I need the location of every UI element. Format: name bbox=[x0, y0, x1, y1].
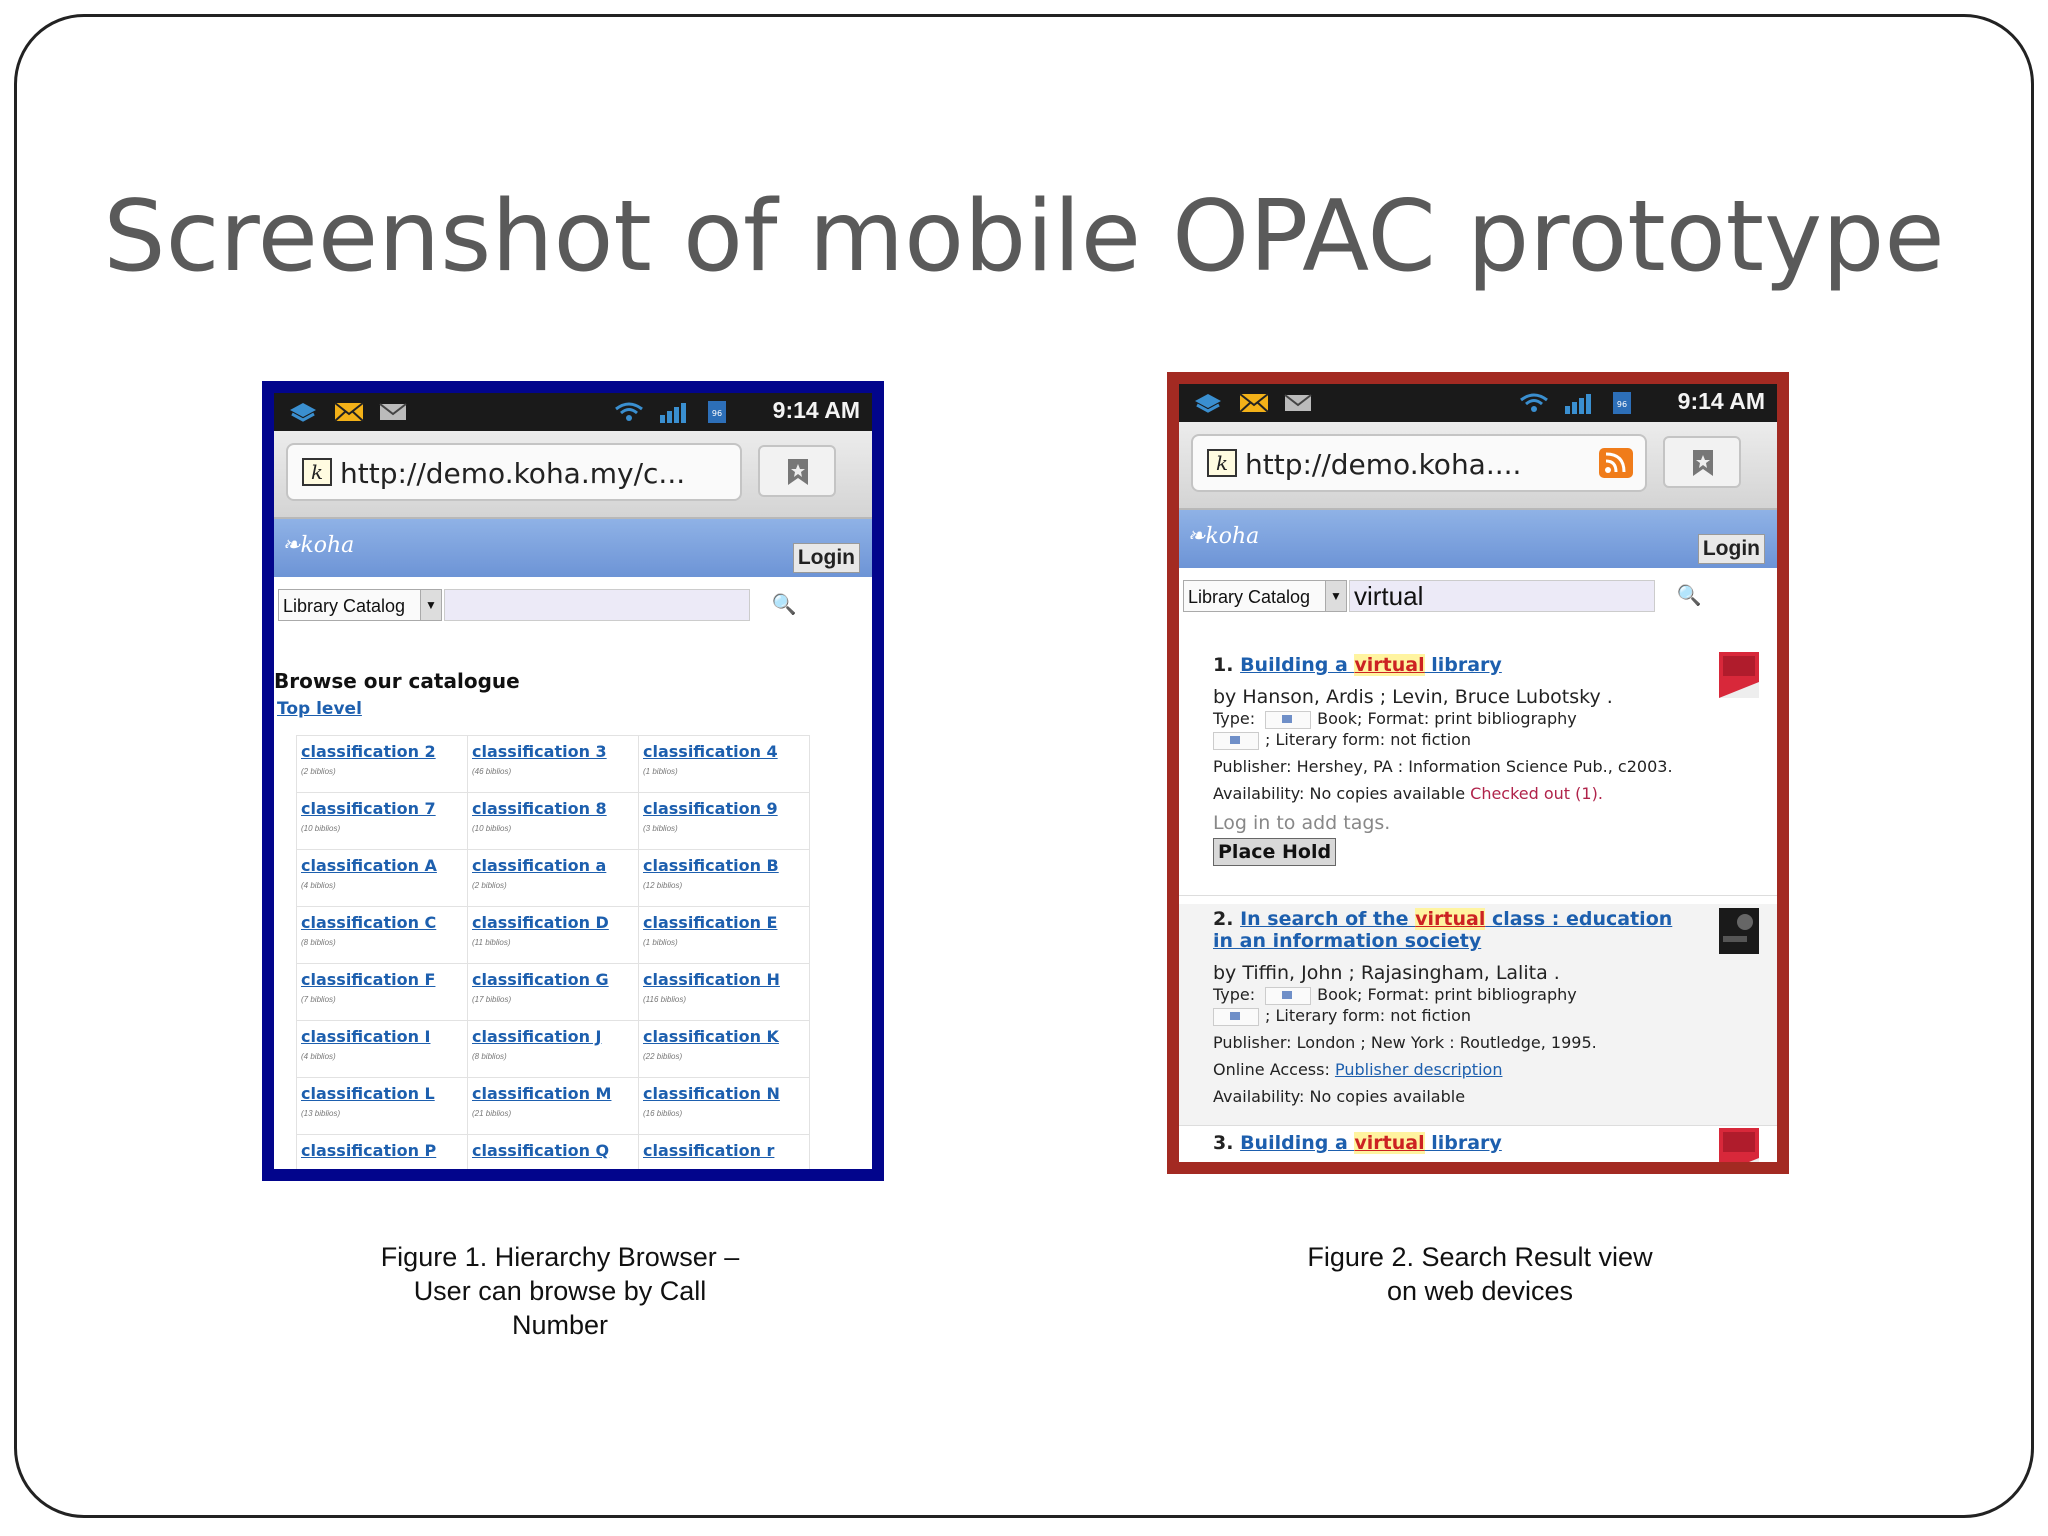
koha-logo: ❧koha bbox=[1187, 524, 1260, 549]
bookmark-star-icon bbox=[786, 459, 810, 485]
format-icon bbox=[1213, 1008, 1259, 1026]
format-icon bbox=[1213, 732, 1259, 750]
result-title[interactable]: 3. Building a virtual library bbox=[1213, 1132, 1502, 1154]
caption-line: Number bbox=[511, 1310, 609, 1340]
classification-cell bbox=[639, 793, 810, 850]
classification-link[interactable]: classification 2 bbox=[301, 742, 436, 761]
classification-link[interactable]: classification N bbox=[643, 1084, 780, 1103]
classification-link[interactable]: classification C bbox=[301, 913, 437, 932]
biblio-count: (11 biblios) bbox=[472, 938, 511, 947]
classification-link[interactable]: classification E bbox=[643, 913, 778, 932]
classification-link[interactable]: classification 3 bbox=[472, 742, 607, 761]
classification-link[interactable]: classification B bbox=[643, 856, 779, 875]
classification-cell bbox=[297, 1021, 468, 1078]
wifi-icon bbox=[1519, 392, 1549, 414]
search-icon[interactable]: 🔍 bbox=[771, 594, 797, 616]
result-publisher: Publisher: Hershey, PA : Information Science Pub., c2003. bbox=[1213, 757, 1673, 776]
chevron-down-icon: ▼ bbox=[1325, 581, 1346, 611]
gmail-icon bbox=[1283, 392, 1313, 414]
caption-line: Figure 2. Search Result view bbox=[1307, 1242, 1653, 1272]
classification-link[interactable]: classification L bbox=[301, 1084, 435, 1103]
koha-favicon-icon: k bbox=[1207, 449, 1237, 477]
battery-icon bbox=[1607, 392, 1637, 414]
classification-link[interactable]: classification Q bbox=[472, 1141, 610, 1160]
biblio-count: (12 biblios) bbox=[643, 881, 683, 890]
address-field[interactable] bbox=[286, 443, 742, 501]
result-availability: Availability: No copies available Checked out (1). bbox=[1213, 784, 1603, 803]
biblio-count: (7 biblios) bbox=[301, 995, 336, 1004]
rss-icon[interactable] bbox=[1599, 448, 1633, 478]
result-online-access: Online Access: Publisher description bbox=[1213, 1060, 1503, 1079]
classification-cell bbox=[639, 1021, 810, 1078]
biblio-count: (17 biblios) bbox=[472, 995, 512, 1004]
classification-cell bbox=[468, 793, 639, 850]
biblio-count: (10 biblios) bbox=[472, 824, 512, 833]
classification-cell bbox=[639, 850, 810, 907]
classification-row bbox=[297, 1135, 810, 1182]
search-row bbox=[1179, 568, 1777, 628]
search-row bbox=[274, 577, 872, 637]
classification-link[interactable]: classification 4 bbox=[643, 742, 778, 761]
book-type-icon bbox=[1265, 987, 1311, 1005]
result-availability: Availability: No copies available bbox=[1213, 1087, 1466, 1106]
catalog-select[interactable]: Library Catalog ▼ bbox=[1183, 580, 1347, 612]
biblio-count: (1 biblios) bbox=[643, 767, 678, 776]
classification-cell bbox=[468, 1078, 639, 1135]
biblio-count: (22 biblios) bbox=[643, 1052, 683, 1061]
url-text: http://demo.koha.... bbox=[1245, 448, 1522, 481]
classification-link[interactable]: classification I bbox=[301, 1027, 431, 1046]
classification-row bbox=[297, 907, 810, 964]
classification-cell bbox=[468, 1135, 639, 1182]
place-hold-button[interactable]: Place Hold bbox=[1213, 838, 1336, 866]
classification-link[interactable]: classification P bbox=[301, 1141, 437, 1160]
battery-icon bbox=[702, 401, 732, 423]
result-literary: ; Literary form: not fiction bbox=[1213, 1005, 1777, 1026]
biblio-count: (10 biblios) bbox=[301, 824, 341, 833]
classification-row bbox=[297, 1078, 810, 1135]
catalog-select[interactable]: Library Catalog ▼ bbox=[278, 589, 442, 621]
result-author: by Hanson, Ardis ; Levin, Bruce Lubotsky . bbox=[1213, 1162, 1613, 1174]
caption-line: User can browse by Call bbox=[413, 1276, 707, 1306]
bookmark-star-icon bbox=[1691, 450, 1715, 476]
book-cover-thumbnail bbox=[1719, 1128, 1759, 1174]
classification-grid bbox=[296, 735, 810, 1181]
browser-url-bar bbox=[1179, 422, 1777, 510]
classification-cell bbox=[468, 907, 639, 964]
classification-cell bbox=[297, 907, 468, 964]
koha-favicon-icon: k bbox=[302, 458, 332, 486]
browse-heading: Browse our catalogue bbox=[274, 669, 520, 693]
classification-cell bbox=[639, 964, 810, 1021]
classification-link[interactable]: classification D bbox=[472, 913, 609, 932]
biblio-count: (2 biblios) bbox=[472, 881, 507, 890]
figure-1-caption bbox=[340, 1240, 780, 1342]
classification-link[interactable]: classification r bbox=[643, 1141, 775, 1160]
result-type: Type: Book; Format: print bibliography bbox=[1213, 709, 1577, 728]
biblio-count: (21 biblios) bbox=[472, 1109, 512, 1118]
classification-link[interactable]: classification K bbox=[643, 1027, 779, 1046]
classification-link[interactable]: classification G bbox=[472, 970, 609, 989]
biblio-count: (13 biblios) bbox=[301, 1109, 341, 1118]
chevron-down-icon: ▼ bbox=[420, 590, 441, 620]
book-type-icon bbox=[1265, 711, 1311, 729]
classification-cell bbox=[639, 1135, 810, 1182]
classification-cell bbox=[297, 1135, 468, 1182]
biblio-count: (46 biblios) bbox=[472, 767, 512, 776]
status-time: 9:14 AM bbox=[1677, 388, 1765, 414]
signal-icon bbox=[658, 401, 688, 423]
login-to-tag-link[interactable]: Log in to add tags. bbox=[1213, 812, 1391, 834]
book-cover-thumbnail bbox=[1719, 652, 1759, 698]
classification-cell bbox=[639, 907, 810, 964]
figure-2-caption bbox=[1240, 1240, 1720, 1308]
classification-link[interactable]: classification A bbox=[301, 856, 437, 875]
result-title[interactable]: 2. In search of the virtual class : education in an information society bbox=[1213, 908, 1673, 952]
biblio-count: (2 biblios) bbox=[301, 767, 336, 776]
koha-header bbox=[274, 519, 872, 577]
gmail-icon bbox=[378, 401, 408, 423]
book-cover-thumbnail bbox=[1719, 908, 1759, 954]
address-field[interactable] bbox=[1191, 434, 1647, 492]
classification-link[interactable]: classification J bbox=[472, 1027, 602, 1046]
koha-logo: ❧koha bbox=[282, 533, 355, 558]
phone-screenshot-search-results bbox=[1167, 372, 1789, 1174]
biblio-count: (3 biblios) bbox=[643, 824, 678, 833]
classification-cell bbox=[297, 1078, 468, 1135]
login-button[interactable]: Login bbox=[793, 543, 860, 573]
wifi-icon bbox=[614, 401, 644, 423]
result-type: Type: Book; Format: print bibliography bbox=[1213, 985, 1577, 1004]
classification-row bbox=[297, 964, 810, 1021]
status-bar bbox=[274, 393, 872, 431]
classification-row bbox=[297, 793, 810, 850]
publisher-description-link[interactable]: Publisher description bbox=[1334, 1060, 1503, 1079]
koha-header bbox=[1179, 510, 1777, 568]
classification-link[interactable]: classification 9 bbox=[643, 799, 778, 818]
biblio-count: (8 biblios) bbox=[301, 938, 336, 947]
mail-icon bbox=[1239, 392, 1269, 414]
classification-cell bbox=[639, 736, 810, 793]
result-item bbox=[1179, 904, 1777, 1126]
classification-link[interactable]: classification 8 bbox=[472, 799, 607, 818]
classification-link[interactable]: classification 7 bbox=[301, 799, 436, 818]
url-text: http://demo.koha.my/c... bbox=[340, 457, 686, 490]
search-icon[interactable]: 🔍 bbox=[1676, 585, 1702, 607]
classification-cell bbox=[468, 850, 639, 907]
browser-url-bar bbox=[274, 431, 872, 519]
result-author: by Tiffin, John ; Rajasingham, Lalita . bbox=[1213, 962, 1560, 984]
svg-text:96: 96 bbox=[711, 409, 723, 418]
signal-icon bbox=[1563, 392, 1593, 414]
classification-cell bbox=[297, 850, 468, 907]
classification-cell bbox=[639, 1078, 810, 1135]
status-time: 9:14 AM bbox=[772, 397, 860, 423]
classification-cell bbox=[468, 964, 639, 1021]
classification-row bbox=[297, 1021, 810, 1078]
classification-link[interactable]: classification M bbox=[472, 1084, 612, 1103]
classification-link[interactable]: classification a bbox=[472, 856, 607, 875]
search-input[interactable]: virtual bbox=[1349, 580, 1655, 612]
biblio-count: (16 biblios) bbox=[643, 1109, 683, 1118]
search-input[interactable] bbox=[444, 589, 750, 621]
caption-line: Figure 1. Hierarchy Browser – bbox=[380, 1242, 740, 1272]
result-item bbox=[1179, 654, 1777, 896]
classification-cell bbox=[468, 1021, 639, 1078]
phone-screenshot-hierarchy-browser bbox=[262, 381, 884, 1181]
classification-link[interactable]: classification F bbox=[301, 970, 436, 989]
svg-text:96: 96 bbox=[1616, 400, 1628, 409]
result-author: by Hanson, Ardis ; Levin, Bruce Lubotsky . bbox=[1213, 686, 1613, 708]
classification-cell bbox=[297, 793, 468, 850]
biblio-count: (4 biblios) bbox=[301, 881, 336, 890]
result-literary: ; Literary form: not fiction bbox=[1213, 729, 1777, 750]
layers-icon bbox=[288, 401, 318, 423]
biblio-count: (4 biblios) bbox=[301, 1052, 336, 1061]
caption-line: on web devices bbox=[1386, 1276, 1574, 1306]
result-publisher: Publisher: London ; New York : Routledge, 1995. bbox=[1213, 1033, 1597, 1052]
classification-row bbox=[297, 850, 810, 907]
biblio-count: (8 biblios) bbox=[472, 1052, 507, 1061]
biblio-count: (1 biblios) bbox=[643, 938, 678, 947]
classification-row bbox=[297, 736, 810, 793]
classification-link[interactable]: classification H bbox=[643, 970, 780, 989]
result-title[interactable]: 1. Building a virtual library bbox=[1213, 654, 1502, 676]
bookmark-button[interactable] bbox=[758, 445, 836, 497]
biblio-count: (116 biblios) bbox=[643, 995, 686, 1004]
layers-icon bbox=[1193, 392, 1223, 414]
login-button[interactable]: Login bbox=[1698, 534, 1765, 564]
status-bar bbox=[1179, 384, 1777, 422]
classification-cell bbox=[297, 964, 468, 1021]
classification-cell bbox=[297, 736, 468, 793]
slide-title: Screenshot of mobile OPAC prototype bbox=[103, 180, 1945, 294]
classification-cell bbox=[468, 736, 639, 793]
top-level-link[interactable]: Top level bbox=[277, 699, 362, 719]
mail-icon bbox=[334, 401, 364, 423]
bookmark-button[interactable] bbox=[1663, 436, 1741, 488]
result-item bbox=[1179, 1132, 1777, 1174]
